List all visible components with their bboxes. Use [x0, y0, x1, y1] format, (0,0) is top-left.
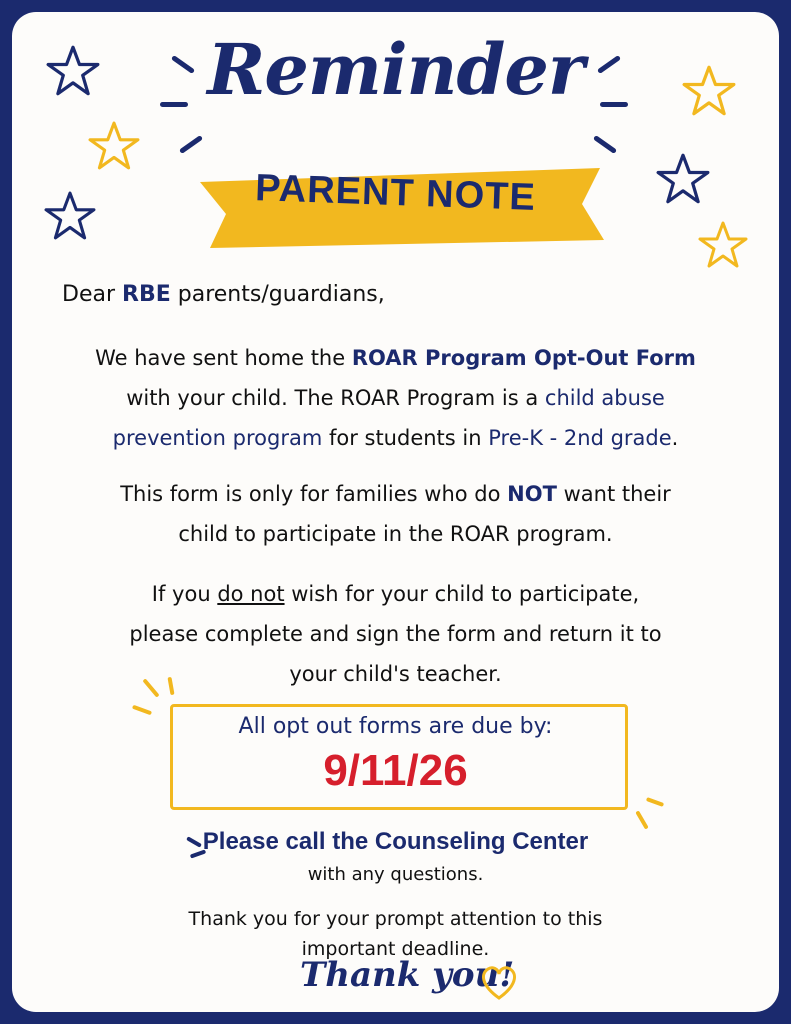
call-counseling: Please call the Counseling Center	[202, 828, 589, 855]
star-icon	[656, 152, 710, 206]
signoff: Thank you!	[300, 955, 515, 995]
call-subtext: with any questions.	[307, 864, 484, 885]
program-paragraph: We have sent home the ROAR Program Opt-Out Form with your child. The ROAR Program is a child abuse prevention program for students in Pre-K - 2nd grade.	[95, 346, 696, 450]
star-icon	[698, 220, 748, 270]
instructions-paragraph: If you do not wish for your child to participate, please complete and sign the form and return it to your child's teacher.	[129, 582, 662, 686]
page-title: Reminder	[207, 28, 584, 111]
star-icon	[88, 120, 140, 172]
heart-icon	[478, 962, 520, 1002]
greeting: Dear RBE parents/guardians,	[62, 282, 385, 307]
due-label: All opt out forms are due by:	[238, 714, 553, 739]
form-purpose-paragraph: This form is only for families who do NOT want their child to participate in the ROAR program.	[120, 482, 671, 546]
due-date: 9/11/26	[323, 746, 468, 795]
star-icon	[46, 44, 100, 98]
banner-label: PARENT NOTE	[254, 167, 537, 219]
closing-text: Thank you for your prompt attention to this important deadline.	[188, 908, 603, 960]
star-icon	[44, 190, 96, 242]
star-icon	[682, 64, 736, 118]
